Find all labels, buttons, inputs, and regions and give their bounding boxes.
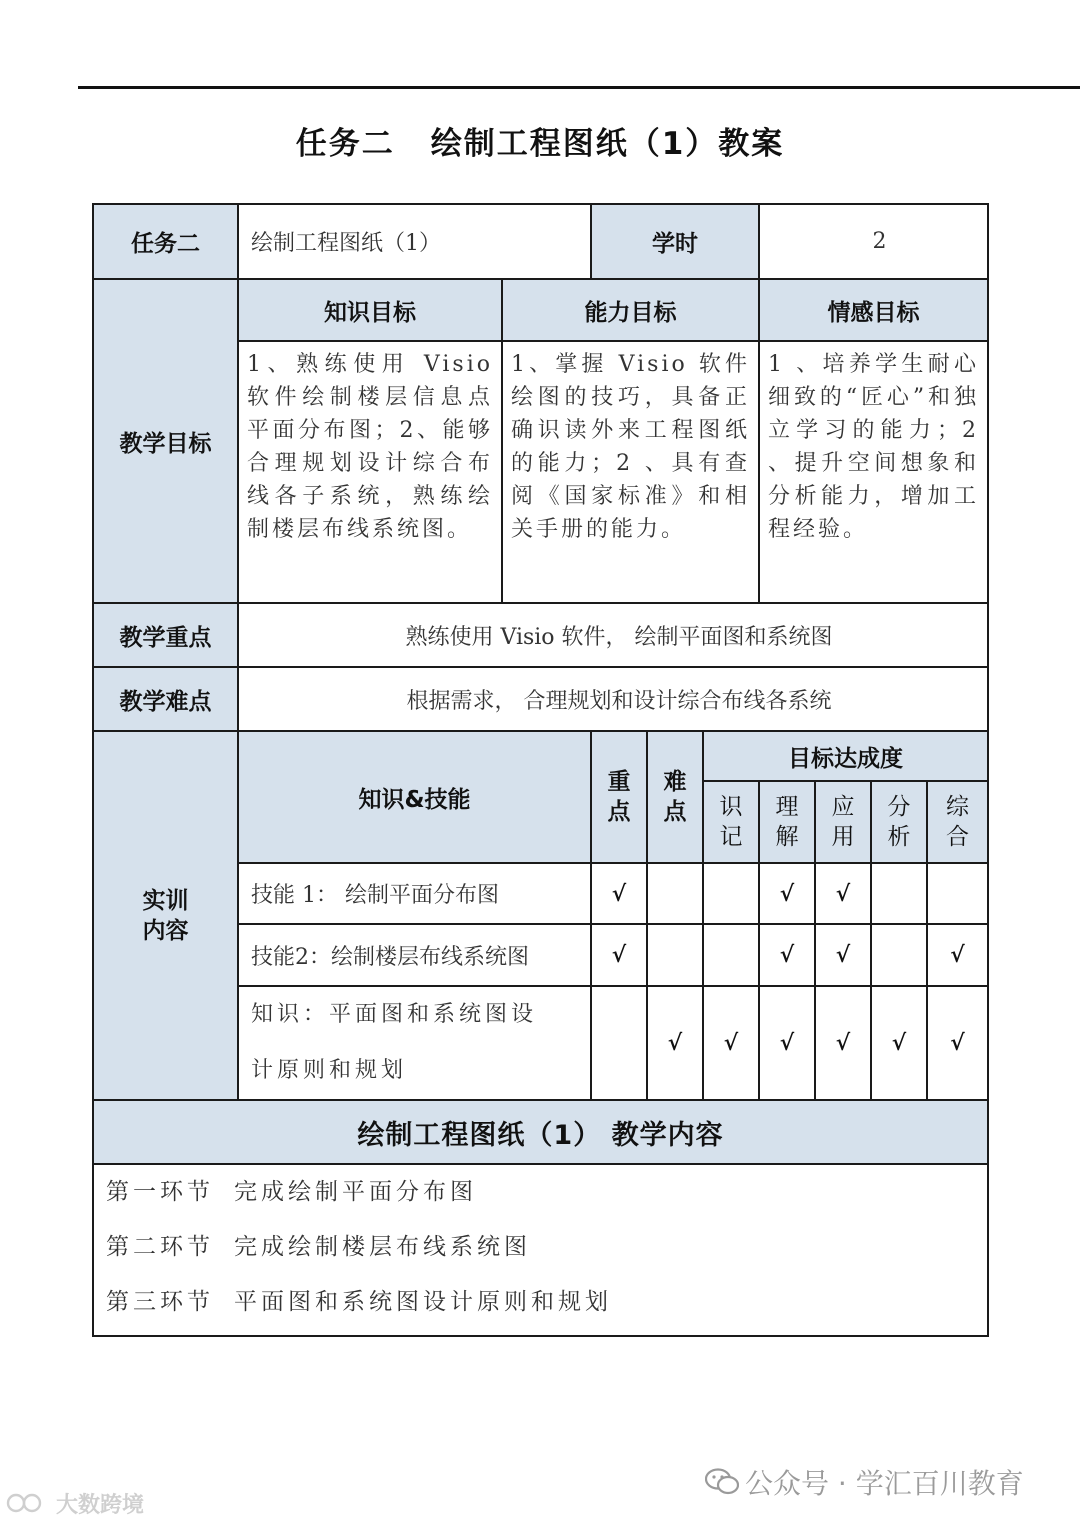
emotion-objective-text: 1 、培养学生耐心细致的“匠心”和独立学习的能力；2 、提升空间想象和分析能力，增加工程经验。 xyxy=(759,341,988,603)
hard-check xyxy=(647,863,703,924)
content-title: 绘制工程图纸（1） 教学内容 xyxy=(93,1100,988,1164)
analyze-check xyxy=(871,863,927,924)
level-synthesize: 综合 xyxy=(927,781,988,863)
wechat-icon xyxy=(705,1468,739,1503)
analyze-check xyxy=(871,924,927,986)
content-steps-row xyxy=(93,1164,988,1336)
synthesize-check xyxy=(927,863,988,924)
step-number: 第二环节 xyxy=(106,1234,214,1260)
key-check: √ xyxy=(591,924,647,986)
knowledge-name xyxy=(238,986,591,1100)
synthesize-check: √ xyxy=(927,924,988,986)
objectives-header-row xyxy=(93,279,988,341)
step-text: 平面图和系统图设计原则和规划 xyxy=(234,1289,612,1315)
understand-check: √ xyxy=(759,863,815,924)
task-label: 任务二 xyxy=(93,204,238,279)
list-item xyxy=(94,1165,987,1220)
key-header: 重点 xyxy=(591,731,647,863)
level-apply: 应用 xyxy=(815,781,871,863)
level-understand: 理解 xyxy=(759,781,815,863)
ability-objective-text: 1、掌握 Visio 软件绘图的技巧，具备正确识读外来工程图纸的能力；2 、具有查阅《国家标准》和相关手册的能力。 xyxy=(502,341,759,603)
knowledge-objective-text: 1、熟练使用 Visio 软件绘制楼层信息点平面分布图；2、能够合理规划设计综合布线各子系统，熟练绘制楼层布线系统图。 xyxy=(238,341,502,603)
training-header-row xyxy=(93,731,988,781)
hours-value: 2 xyxy=(759,204,988,279)
key-point-value: 熟练使用 Visio 软件， 绘制平面图和系统图 xyxy=(238,603,988,667)
content-title-row xyxy=(93,1100,988,1164)
corner-watermark-text: 大数跨境 xyxy=(56,1493,145,1518)
list-item xyxy=(94,1220,987,1275)
synthesize-check: √ xyxy=(927,986,988,1100)
hard-check: √ xyxy=(647,986,703,1100)
apply-check: √ xyxy=(815,863,871,924)
ability-objective-header: 能力目标 xyxy=(502,279,759,341)
lesson-plan-table xyxy=(92,203,989,1337)
objectives-label: 教学目标 xyxy=(93,279,238,603)
understand-check: √ xyxy=(759,924,815,986)
emotion-objective-header: 情感目标 xyxy=(759,279,988,341)
skill-name: 技能2：绘制楼层布线系统图 xyxy=(238,924,591,986)
skill-name: 技能 1： 绘制平面分布图 xyxy=(238,863,591,924)
difficulty-value: 根据需求， 合理规划和设计综合布线各系统 xyxy=(238,667,988,731)
key-check xyxy=(591,986,647,1100)
logo-icon xyxy=(6,1492,50,1520)
step-number: 第三环节 xyxy=(106,1289,214,1315)
target-header: 目标达成度 xyxy=(703,731,988,781)
understand-check: √ xyxy=(759,986,815,1100)
apply-check: √ xyxy=(815,986,871,1100)
knowledge-name-line1: 知识：平面图和系统图设 xyxy=(251,1002,538,1027)
recall-check xyxy=(703,924,759,986)
training-label: 实训内容 xyxy=(93,731,238,1100)
step-text: 完成绘制楼层布线系统图 xyxy=(234,1234,531,1260)
knowledge-name-line2: 计原则和规划 xyxy=(251,1058,408,1083)
task-row xyxy=(93,204,988,279)
list-item xyxy=(94,1275,987,1330)
recall-check xyxy=(703,863,759,924)
title-task: 任务二 xyxy=(295,126,395,162)
recall-check: √ xyxy=(703,986,759,1100)
skill-header: 知识&技能 xyxy=(238,731,591,863)
task-value: 绘制工程图纸（1） xyxy=(238,204,591,279)
difficulty-row xyxy=(93,667,988,731)
hours-label: 学时 xyxy=(591,204,759,279)
knowledge-objective-header: 知识目标 xyxy=(238,279,502,341)
level-analyze: 分析 xyxy=(871,781,927,863)
key-point-row xyxy=(93,603,988,667)
title-name: 绘制工程图纸（1）教案 xyxy=(430,126,785,162)
difficulty-label: 教学难点 xyxy=(93,667,238,731)
apply-check: √ xyxy=(815,924,871,986)
page-title xyxy=(0,118,1080,163)
hard-header: 难点 xyxy=(647,731,703,863)
content-steps xyxy=(93,1164,988,1336)
key-check: √ xyxy=(591,863,647,924)
level-recall: 识记 xyxy=(703,781,759,863)
corner-watermark xyxy=(6,1488,144,1520)
hard-check xyxy=(647,924,703,986)
analyze-check: √ xyxy=(871,986,927,1100)
wechat-watermark-text: 公众号 · 学汇百川教育 xyxy=(745,1467,1024,1500)
wechat-watermark xyxy=(705,1462,1024,1503)
step-number: 第一环节 xyxy=(106,1179,214,1205)
step-text: 完成绘制平面分布图 xyxy=(234,1179,477,1205)
header-rule xyxy=(78,86,1080,89)
key-point-label: 教学重点 xyxy=(93,603,238,667)
